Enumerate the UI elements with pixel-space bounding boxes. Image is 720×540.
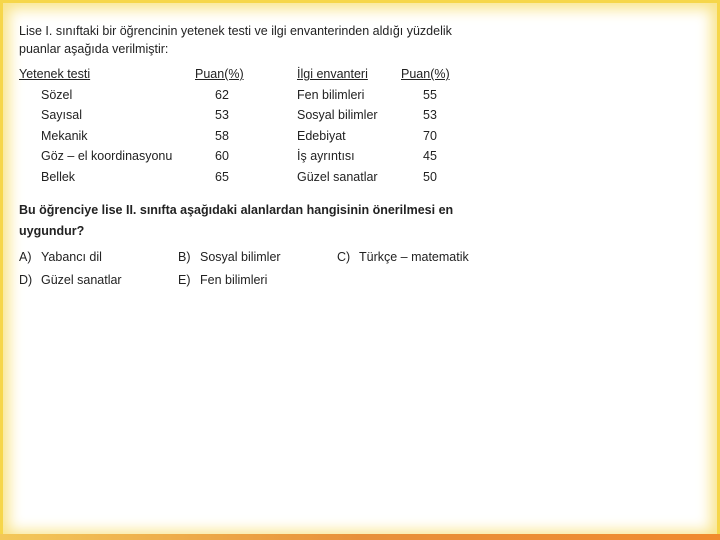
option-c[interactable] [337,248,469,266]
header-interest-inventory: İlgi envanteri [297,67,368,81]
options-row-1 [19,248,489,271]
aptitude-score: 58 [215,128,229,143]
header-score-2: Puan(%) [401,67,450,81]
header-aptitude-test: Yetenek testi [19,67,91,81]
aptitude-score: 60 [215,149,229,163]
aptitude-score: 62 [215,87,229,102]
option-text: Sosyal bilimler [200,250,281,264]
interest-name: Sosyal bilimler [297,108,378,122]
option-letter: A) [19,250,32,264]
option-d[interactable] [19,271,122,289]
option-letter: E) [178,273,191,287]
aptitude-name: Sözel [41,87,73,102]
aptitude-name: Göz – el koordinasyonu [41,149,173,163]
question-stem: Bu öğrenciye lise II. sınıfta aşağıdaki alanlardan hangisinin önerilmesi en uygundur? [19,203,454,238]
header-score-1: Puan(%) [195,67,244,81]
options-row-2 [19,271,489,294]
aptitude-name: Sayısal [41,108,82,122]
table-row [19,168,489,189]
table-row [19,106,489,127]
option-b[interactable] [178,248,281,266]
interest-score: 45 [423,149,437,163]
interest-score: 50 [423,169,437,184]
table-header-row [19,65,489,86]
question-intro: Lise I. sınıftaki bir öğrencinin yetenek testi ve ilgi envanterinden aldığı yüzdelik puanlar aşağıda verilmiştir: [19,24,452,56]
interest-name: Güzel sanatlar [297,169,378,184]
table-row [19,86,489,107]
interest-name: İş ayrıntısı [297,149,355,163]
option-text: Güzel sanatlar [41,273,122,287]
option-letter: C) [337,250,351,264]
option-letter: B) [178,250,191,264]
aptitude-name: Mekanik [41,128,88,143]
interest-score: 70 [423,128,437,143]
aptitude-score: 65 [215,169,229,184]
question-content [19,22,489,287]
score-table [19,65,489,188]
option-text: Fen bilimleri [200,273,268,287]
interest-score: 53 [423,108,437,122]
answer-options [19,248,489,294]
interest-name: Edebiyat [297,128,346,143]
interest-name: Fen bilimleri [297,87,365,102]
table-row [19,127,489,148]
option-a[interactable] [19,248,102,266]
aptitude-name: Bellek [41,169,76,184]
aptitude-score: 53 [215,108,229,122]
interest-score: 55 [423,87,437,102]
option-e[interactable] [178,271,267,289]
slide-bottom-border [0,534,720,540]
option-text: Yabancı dil [41,250,102,264]
option-text: Türkçe – matematik [359,250,469,264]
table-row [19,147,489,168]
option-letter: D) [19,273,33,287]
